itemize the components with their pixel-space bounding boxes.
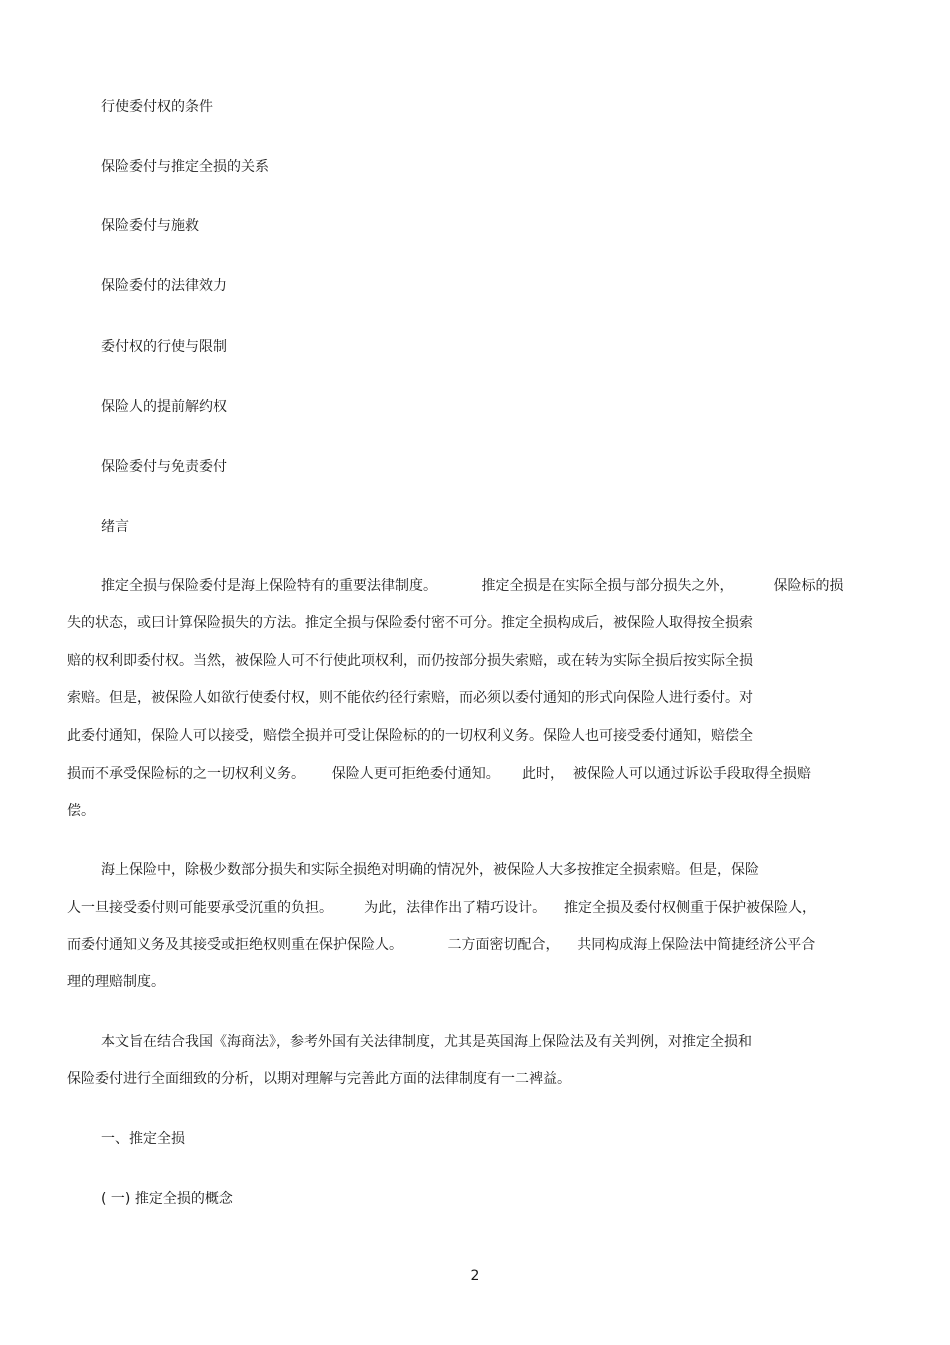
paragraph-line: 而委付通知义务及其接受或拒绝权则重在保护保险人。 二方面密切配合， 共同构成海上保险法中简捷经济公平合 [67,937,816,953]
toc-item: 保险委付的法律效力 [101,278,227,294]
toc-item: 委付权的行使与限制 [101,339,227,355]
subsection-heading: ( 一) 推定全损的概念 [101,1191,233,1207]
paragraph-line: 索赔。但是，被保险人如欲行使委付权，则不能依约径行索赔，而必须以委付通知的形式向保险人进行委付。对 [67,690,753,706]
toc-item: 行使委付权的条件 [101,99,213,115]
paragraph-line: 推定全损与保险委付是海上保险特有的重要法律制度。 推定全损是在实际全损与部分损失之外， 保险标的损 [101,578,844,594]
toc-item: 保险人的提前解约权 [101,399,227,415]
paragraph-line: 赔的权利即委付权。当然，被保险人可不行使此项权利，而仍按部分损失索赔，或在转为实际全损后按实际全损 [67,653,753,669]
page-number: 2 [470,1268,480,1284]
paragraph-line: 偿。 [67,803,95,819]
toc-item: 保险委付与免责委付 [101,459,227,475]
toc-item: 保险委付与推定全损的关系 [101,159,269,175]
paragraph-line: 本文旨在结合我国《海商法》，参考外国有关法律制度，尤其是英国海上保险法及有关判例，对推定全损和 [101,1034,752,1050]
paragraph-line: 海上保险中，除极少数部分损失和实际全损绝对明确的情况外，被保险人大多按推定全损索赔。但是，保险 [101,862,759,878]
paragraph-line: 理的理赔制度。 [67,974,165,990]
section-heading: 一、推定全损 [101,1131,185,1147]
toc-item: 保险委付与施救 [101,218,199,234]
paragraph-line: 损而不承受保险标的之一切权利义务。 保险人更可拒绝委付通知。 此时， 被保险人可以通过诉讼手段取得全损赔 [67,766,811,782]
paragraph-line: 失的状态，或曰计算保险损失的方法。推定全损与保险委付密不可分。推定全损构成后，被保险人取得按全损索 [67,615,753,631]
paragraph-line: 此委付通知，保险人可以接受，赔偿全损并可受让保险标的的一切权利义务。保险人也可接受委付通知，赔偿全 [67,728,753,744]
paragraph-line: 人一旦接受委付则可能要承受沉重的负担。 为此，法律作出了精巧设计。 推定全损及委付权侧重于保护被保险人， [67,900,816,916]
paragraph-line: 保险委付进行全面细致的分析，以期对理解与完善此方面的法律制度有一二裨益。 [67,1071,571,1087]
intro-heading: 绪言 [101,519,129,535]
